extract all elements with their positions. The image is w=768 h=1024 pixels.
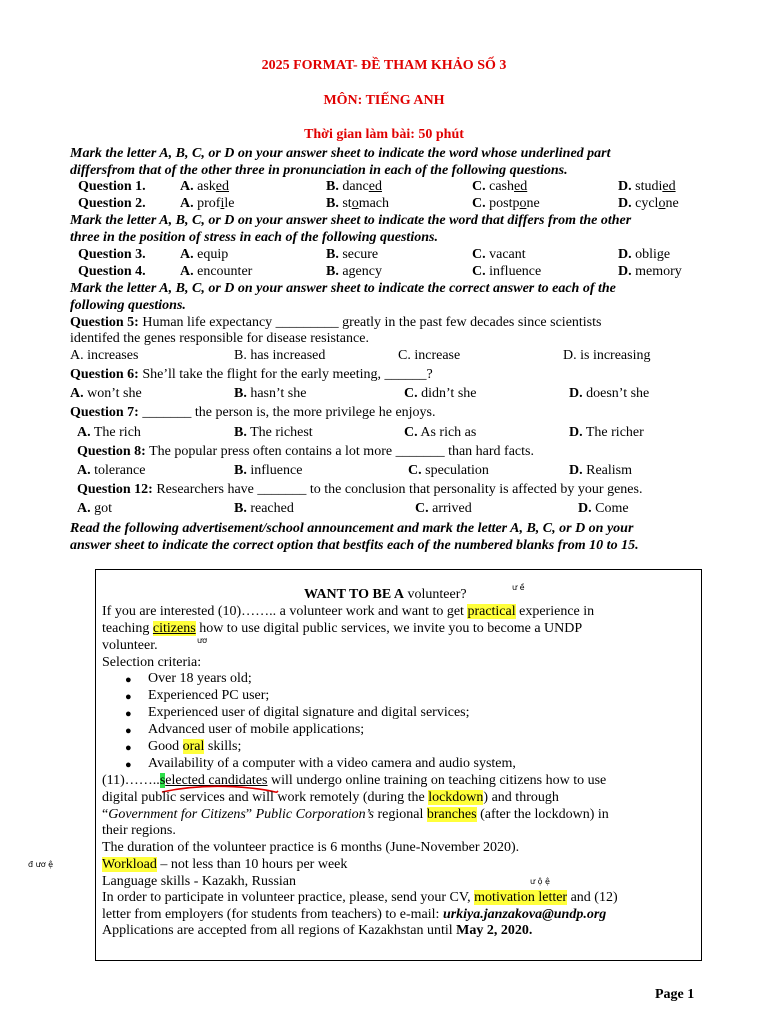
q7-option-c: C. As rich as — [404, 425, 477, 440]
ad-letter: letter from employers (for students from teachers) to e-mail: urkiya.janzakova@undp.org — [102, 907, 607, 922]
q4-option-d: D. memory — [618, 264, 682, 279]
q5-option-c: C. increase — [398, 348, 461, 363]
ad-line-11: (11)……..selected candidates will undergo online training on teaching citizens how to use — [102, 773, 607, 788]
q4-option-c: C. influence — [472, 264, 542, 279]
q7-option-b: B. The richest — [234, 425, 313, 440]
question-label: Question 1. — [78, 179, 146, 194]
q12-option-a: A. got — [77, 501, 113, 516]
ad-accepted: Applications are accepted from all regions of Kazakhstan until May 2, 2020. — [102, 923, 533, 938]
q6-option-a: A. won’t she — [70, 386, 142, 401]
q3-option-d: D. oblige — [618, 247, 671, 262]
ad-line-2: teaching citizens how to use digital public services, we invite you to become a UNDP — [102, 621, 583, 636]
ad-line-13: “Government for Citizens” Public Corporation’s regional branches (after the lockdown) in — [102, 807, 609, 822]
criteria-item: Advanced user of mobile applications; — [148, 722, 365, 737]
question-6: Question 6: She’ll take the flight for the early meeting, ______? — [70, 367, 433, 382]
criteria-item: Experienced user of digital signature and digital services; — [148, 705, 470, 720]
q1-option-c: C. cashed — [472, 179, 528, 194]
ad-apply: In order to participate in volunteer practice, please, send your CV, motivation letter and (12) — [102, 890, 618, 905]
question-3-label: Question 3. — [78, 247, 146, 262]
q12-option-c: C. arrived — [415, 501, 472, 516]
instruction-correct-line2: following questions. — [70, 298, 186, 313]
email-address: urkiya.janzakova@undp.org — [442, 907, 607, 922]
question-2 — [78, 196, 146, 212]
q3-option-b: B. secure — [326, 247, 379, 262]
question-label: Question 2. — [78, 196, 146, 211]
exam-subject: MÔN: TIẾNG ANH — [323, 93, 445, 108]
bullet-icon: ● — [125, 674, 132, 686]
bullet-icon: ● — [125, 691, 132, 703]
q3-option-c: C. vacant — [472, 247, 526, 262]
instruction-correct-line1: Mark the letter A, B, C, or D on your answer sheet to indicate the correct answer to each of the — [70, 281, 616, 296]
q8-option-b: B. influence — [234, 463, 303, 478]
q2-option-d: D. cyclone — [618, 196, 679, 211]
exam-time: Thời gian làm bài: 50 phút — [304, 127, 464, 142]
ad-line-14: their regions. — [102, 823, 176, 838]
question-5: Question 5: Human life expectancy _________ greatly in the past few decades since scientists — [70, 315, 602, 330]
q12-option-d: D. Come — [578, 501, 629, 516]
question-7: Question 7: _______ the person is, the more privilege he enjoys. — [70, 405, 436, 420]
bullet-icon: ● — [125, 708, 132, 720]
q2-option-a: A. profile — [180, 196, 235, 211]
instruction-stress-line2: three in the position of stress in each of the following questions. — [70, 230, 438, 245]
q8-option-a: A. tolerance — [77, 463, 146, 478]
criteria-item: Availability of a computer with a video camera and audio system, — [148, 756, 516, 771]
instruction-stress-line1: Mark the letter A, B, C, or D on your answer sheet to indicate the word that differs from the other — [70, 213, 632, 228]
handwritten-note-4: ư ộ ệ — [530, 877, 550, 886]
ad-duration: The duration of the volunteer practice is 6 months (June-November 2020). — [102, 840, 520, 855]
ad-title: WANT TO BE A volunteer? — [304, 587, 467, 602]
question-8: Question 8: The popular press often contains a lot more _______ than hard facts. — [77, 444, 534, 459]
ad-workload: Workload – not less than 10 hours per week — [102, 857, 348, 872]
handwritten-note-2: ươ — [197, 636, 207, 645]
bullet-icon: ● — [125, 725, 132, 737]
ad-line-12: digital public services and will work remotely (during the lockdown) and through — [102, 790, 559, 805]
q4-option-b: B. agency — [326, 264, 382, 279]
q7-option-d: D. The richer — [569, 425, 644, 440]
q1-option-d: D. studied — [618, 179, 676, 194]
q5-option-a: A. increases — [70, 348, 139, 363]
q3-option-a: A. equip — [180, 247, 229, 262]
instruction-pronunciation-line2: differsfrom that of the other three in pronunciation in each of the following questions. — [70, 163, 568, 178]
instruction-reading-line1: Read the following advertisement/school announcement and mark the letter A, B, C, or D on your — [70, 521, 634, 536]
q5-option-d: D. is increasing — [563, 348, 651, 363]
criteria-item: Experienced PC user; — [148, 688, 270, 703]
ad-criteria-heading: Selection criteria: — [102, 655, 202, 670]
q6-option-b: B. hasn’t she — [234, 386, 307, 401]
ad-line-3: volunteer. — [102, 638, 158, 653]
ad-languages: Language skills - Kazakh, Russian — [102, 874, 297, 889]
ad-line-1: If you are interested (10)…….. a volunteer work and want to get practical experience in — [102, 604, 595, 619]
handwritten-note-1: ư ề — [512, 583, 525, 592]
page-number: Page 1 — [655, 987, 695, 1002]
q12-option-b: B. reached — [234, 501, 294, 516]
q4-option-a: A. encounter — [180, 264, 253, 279]
exam-title: 2025 FORMAT- ĐỀ THAM KHẢO SỐ 3 — [261, 58, 507, 73]
q8-option-c: C. speculation — [408, 463, 489, 478]
handwritten-note-3: đ ươ ệ — [28, 860, 54, 869]
q8-option-d: D. Realism — [569, 463, 633, 478]
q5-option-b: B. has increased — [234, 348, 326, 363]
bullet-icon: ● — [125, 759, 132, 771]
instruction-pronunciation-line1: Mark the letter A, B, C, or D on your answer sheet to indicate the word whose underlined part — [70, 146, 611, 161]
q2-option-c: C. postpone — [472, 196, 540, 211]
q6-option-d: D. doesn’t she — [569, 386, 650, 401]
q6-option-c: C. didn’t she — [404, 386, 477, 401]
criteria-item: Over 18 years old; — [148, 671, 252, 686]
q2-option-b: B. stomach — [326, 196, 390, 211]
q7-option-a: A. The rich — [77, 425, 141, 440]
question-5-line2: identifed the genes responsible for disease resistance. — [70, 331, 369, 346]
bullet-icon: ● — [125, 742, 132, 754]
criteria-item: Good oral skills; — [148, 739, 242, 754]
question-1 — [78, 179, 146, 195]
question-12: Question 12: Researchers have _______ to the conclusion that personality is affected by your genes. — [77, 482, 643, 497]
q1-option-b: B. danced — [326, 179, 382, 194]
q1-option-a: A. asked — [180, 179, 230, 194]
instruction-reading-line2: answer sheet to indicate the correct option that bestfits each of the numbered blanks from 10 to 15. — [70, 538, 639, 553]
question-4-label: Question 4. — [78, 264, 146, 279]
